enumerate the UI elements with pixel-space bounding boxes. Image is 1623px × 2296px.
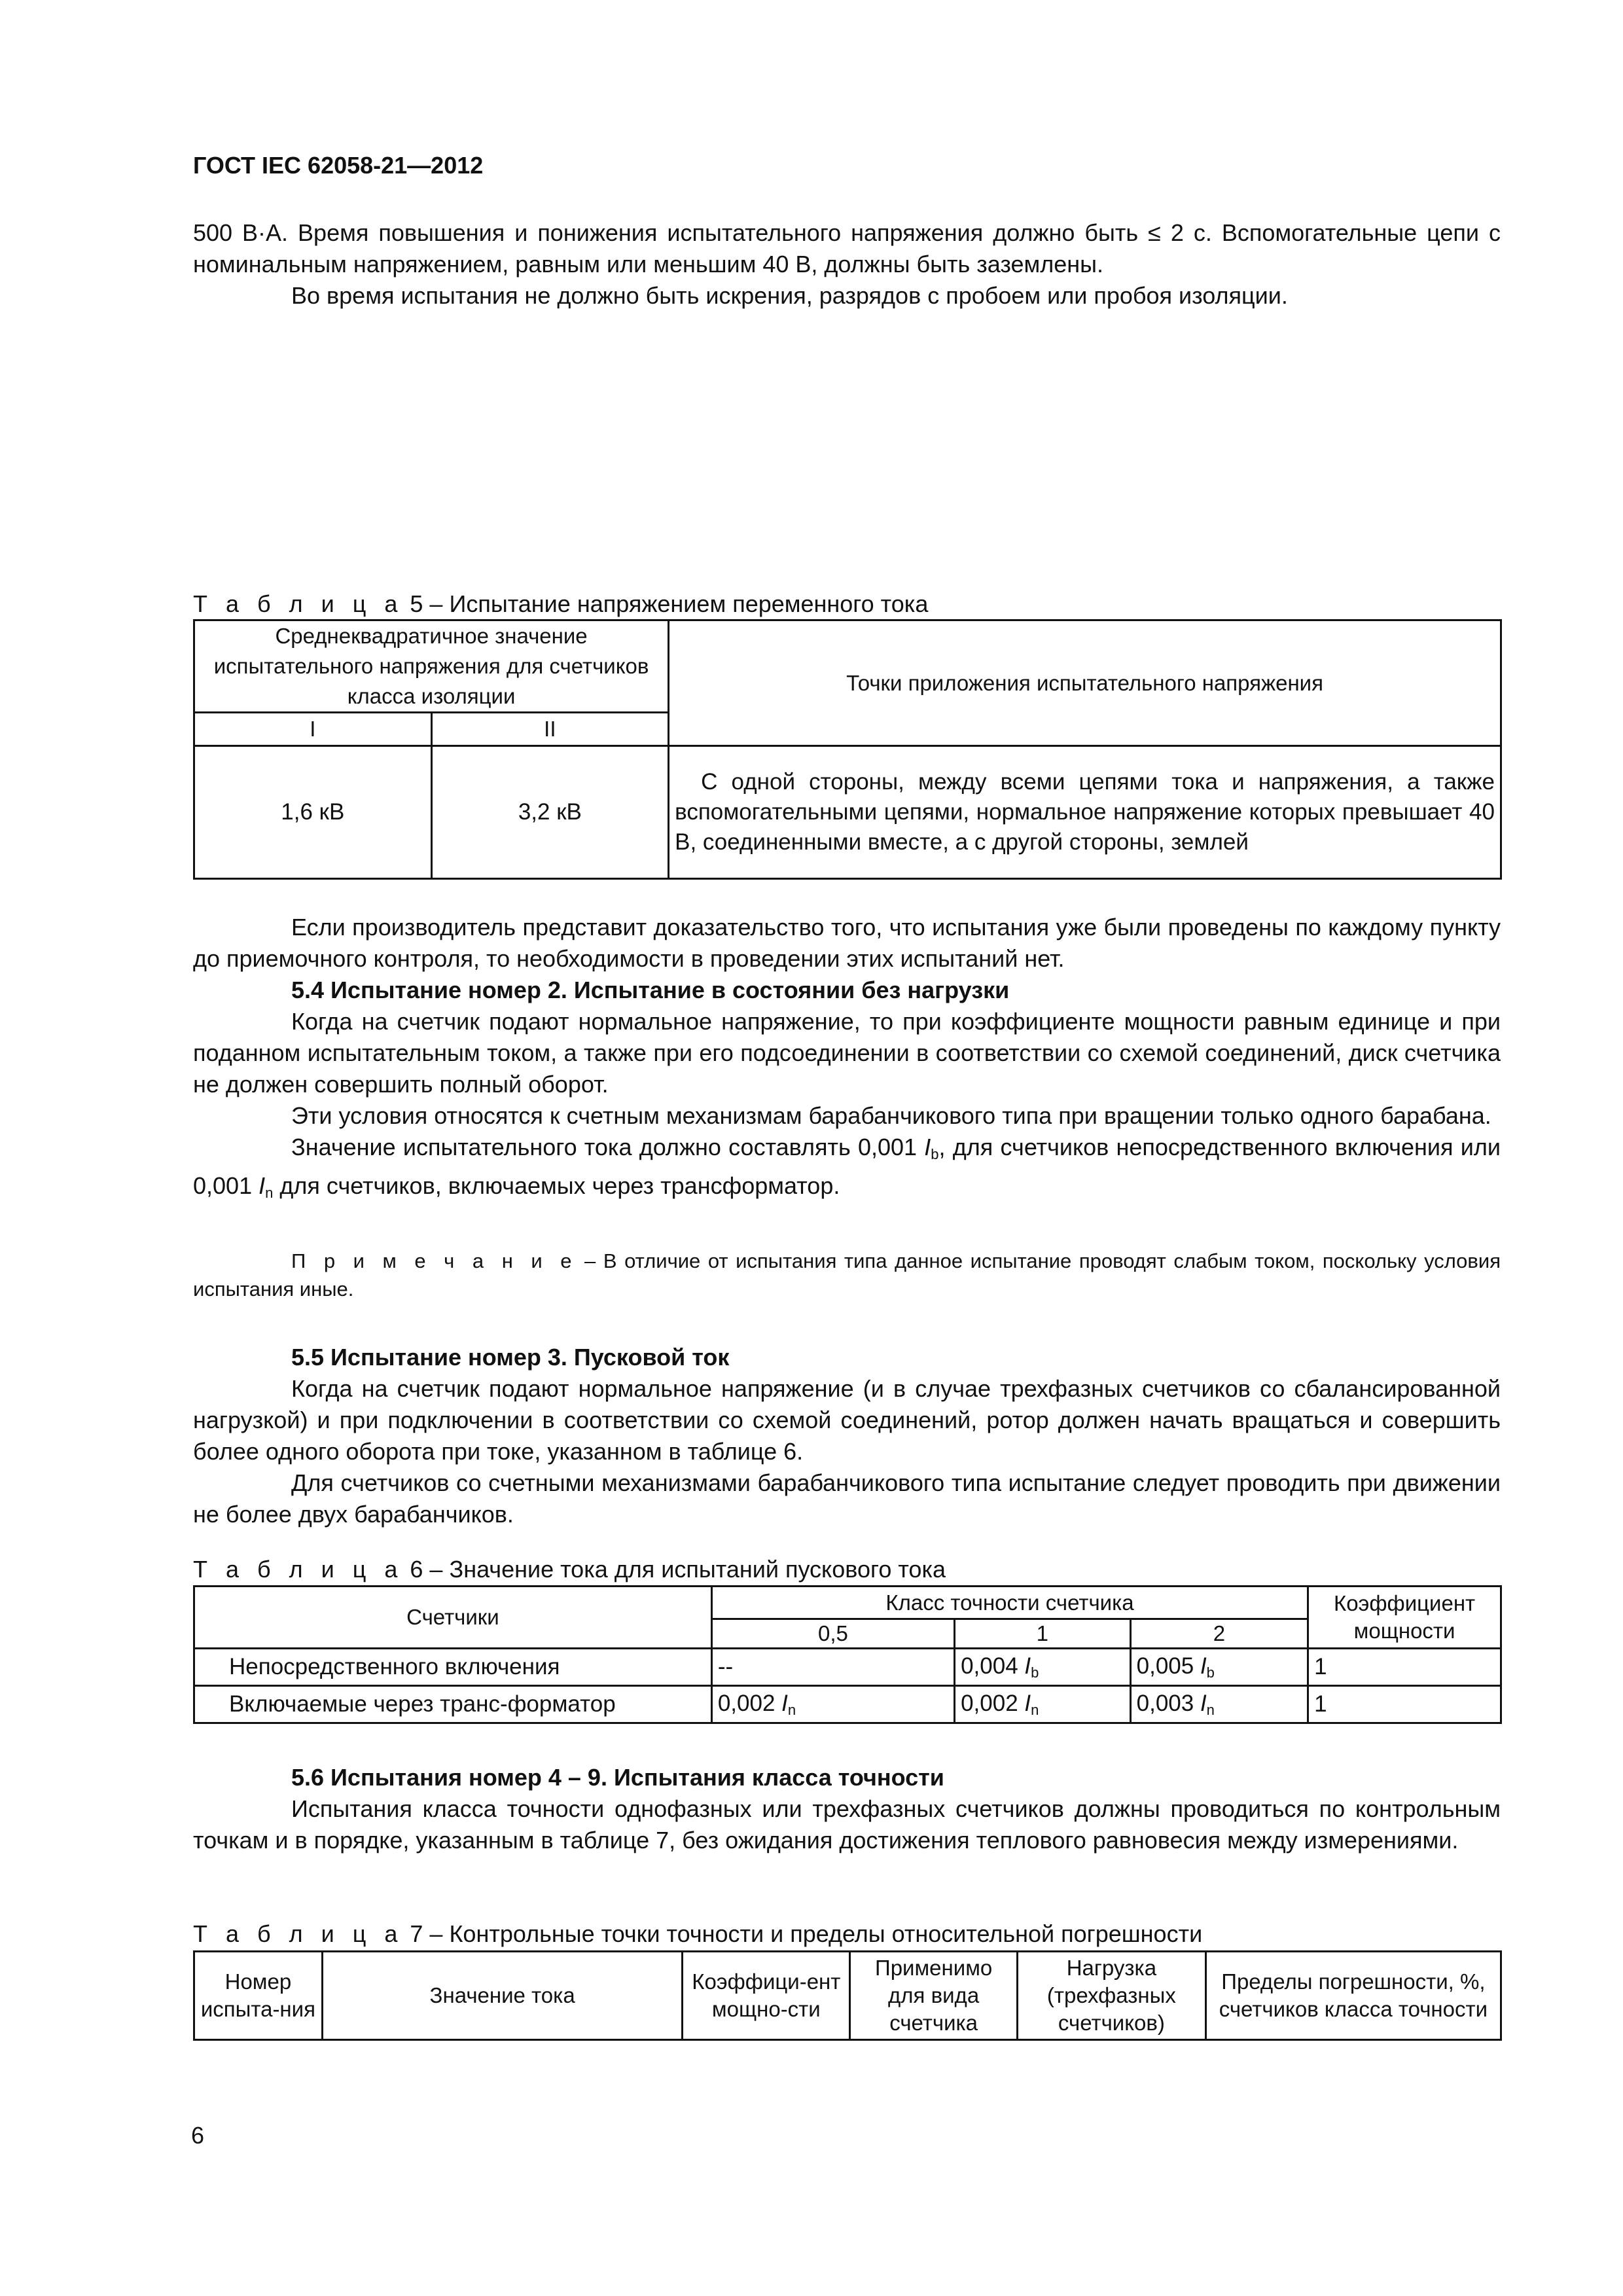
subscript: b (931, 1146, 939, 1162)
section-5-6 (193, 1762, 1501, 1856)
value: 0,004 (961, 1653, 1025, 1679)
table6-caption (193, 1556, 1501, 1583)
note-text: – В отличие от испытания типа данное испытание проводят слабым током, поскольку условия испытания иные. (193, 1249, 1501, 1300)
row-name: Непосредственного включения (194, 1649, 712, 1686)
text: Значение испытательного тока должно составлять 0,001 (291, 1134, 925, 1160)
table7-caption (193, 1921, 1501, 1947)
value: 0,003 (1136, 1690, 1200, 1716)
cell (955, 1686, 1131, 1723)
note-prefix: П р и м е ч а н и е (291, 1249, 577, 1272)
table6-header-class: Класс точности счетчика (711, 1587, 1308, 1619)
table7-header-meter-type: Применимо для вида счетчика (850, 1952, 1018, 2040)
paragraph: Для счетчиков со счетными механизмами барабанчикового типа испытание следует проводить при движении не более двух барабанчиков. (193, 1469, 1501, 1528)
value: 0,002 (961, 1690, 1025, 1716)
table6-header-meters: Счетчики (194, 1587, 712, 1649)
value: 0,002 (717, 1690, 782, 1716)
table6-class-0-5: 0,5 (711, 1619, 954, 1649)
table5-header-points: Точки приложения испытательного напряжения (669, 620, 1501, 746)
caption-text: 7 – Контрольные точки точности и пределы относительной погрешности (403, 1920, 1203, 1947)
section-heading-5-6: 5.6 Испытания номер 4 – 9. Испытания класса точности (291, 1764, 944, 1791)
cell: -- (711, 1649, 954, 1686)
section-5-5 (193, 1342, 1501, 1530)
subscript: n (265, 1185, 274, 1201)
table5-points-text: С одной стороны, между всеми цепями тока и напряжения, а также вспомогательными цепями, нормальное напряжение которых превышает 40 В, соединенными вместе, а с другой стороны, землей (669, 746, 1501, 879)
symbol: I (924, 1134, 931, 1160)
symbol: I (1200, 1690, 1207, 1716)
table5 (193, 619, 1502, 880)
table6 (193, 1585, 1502, 1724)
cell: 1 (1308, 1686, 1501, 1723)
paragraph: Испытания класса точности однофазных или трехфазных счетчиков должны проводиться по контрольным точкам и в порядке, указанным в таблице 7, без ожидания достижения теплового равновесия между измерениями. (193, 1795, 1501, 1854)
subscript: n (787, 1701, 796, 1718)
paragraph: Когда на счетчик подают нормальное напряжение (и в случае трехфазных счетчиков со сбалансированной нагрузкой) и при подключении в соответствии со схемой соединений, ротор должен начать вращаться и совершить более одного оборота при токе, указанном в таблице 6. (193, 1375, 1501, 1465)
paragraph: Эти условия относятся к счетным механизмам барабанчикового типа при вращении только одного барабана. (291, 1102, 1491, 1129)
text: для счетчиков, включаемых через трансформатор. (273, 1172, 840, 1199)
table7-header-power-factor: Коэффици-ент мощно-сти (683, 1952, 850, 2040)
table5-class-1: I (194, 713, 432, 746)
symbol: I (1024, 1690, 1031, 1716)
table5-caption (193, 591, 1501, 617)
body-section (193, 912, 1501, 1209)
cell (1130, 1686, 1308, 1723)
table5-header-voltage: Среднеквадратичное значение испытательного напряжения для счетчиков класса изоляции (194, 620, 669, 713)
note-block (193, 1247, 1501, 1303)
caption-prefix: Т а б л и ц а (193, 590, 404, 617)
row-name: Включаемые через транс-форматор (194, 1686, 712, 1723)
table6-class-2: 2 (1130, 1619, 1308, 1649)
symbol: I (781, 1690, 788, 1716)
value: 0,005 (1136, 1653, 1200, 1679)
caption-text: 5 – Испытание напряжением переменного тока (403, 590, 929, 617)
table6-class-1: 1 (955, 1619, 1131, 1649)
paragraph (193, 1132, 1501, 1209)
table-row (194, 1686, 1501, 1723)
caption-prefix: Т а б л и ц а (193, 1556, 404, 1583)
document-header: ГОСТ IEC 62058-21—2012 (193, 152, 484, 179)
symbol: I (259, 1172, 266, 1199)
cell (955, 1649, 1131, 1686)
table5-value-2: 3,2 кВ (431, 746, 669, 879)
intro-paragraph: Во время испытания не должно быть искрения, разрядов с пробоем или пробоя изоляции. (291, 282, 1288, 309)
text: , для счетчиков непосредственного включения или 0,001 (193, 1134, 1501, 1199)
subscript: n (1206, 1701, 1215, 1718)
table-row (194, 1649, 1501, 1686)
paragraph: Когда на счетчик подают нормальное напряжение, то при коэффициенте мощности равным единице и при поданном испытательным током, а также при его подсоединении в соответствии со схемой соединений, диск счетчика не должен совершить полный оборот. (193, 1008, 1501, 1098)
section-heading-5-5: 5.5 Испытание номер 3. Пусковой ток (291, 1344, 730, 1371)
cell (1130, 1649, 1308, 1686)
table7-header-error-limits: Пределы погрешности, %, счетчиков класса точности (1205, 1952, 1501, 2040)
subscript: b (1206, 1664, 1215, 1681)
intro-paragraph: 500 В·А. Время повышения и понижения испытательного напряжения должно быть ≤ 2 с. Вспомогательные цепи с номинальным напряжением, равным или меньшим 40 В, должны быть заземлены. (193, 219, 1501, 278)
table7-header-current: Значение тока (322, 1952, 683, 2040)
subscript: b (1031, 1664, 1039, 1681)
paragraph: Если производитель представит доказательство того, что испытания уже были проведены по каждому пункту до приемочного контроля, то необходимости в проведении этих испытаний нет. (193, 914, 1501, 972)
table7-header-load: Нагрузка (трехфазных счетчиков) (1018, 1952, 1206, 2040)
table7-header-test-number: Номер испыта-ния (194, 1952, 323, 2040)
subscript: n (1031, 1701, 1039, 1718)
symbol: I (1024, 1653, 1031, 1679)
symbol: I (1200, 1653, 1207, 1679)
table5-value-1: 1,6 кВ (194, 746, 432, 879)
table7 (193, 1950, 1502, 2041)
table6-header-power-factor: Коэффициент мощности (1308, 1587, 1501, 1649)
section-heading-5-4: 5.4 Испытание номер 2. Испытание в состоянии без нагрузки (291, 977, 1010, 1003)
cell: 1 (1308, 1649, 1501, 1686)
caption-text: 6 – Значение тока для испытаний пускового тока (403, 1556, 946, 1583)
intro-section (193, 217, 1501, 312)
caption-prefix: Т а б л и ц а (193, 1920, 404, 1947)
page-number: 6 (191, 2122, 205, 2149)
table5-class-2: II (431, 713, 669, 746)
cell (711, 1686, 954, 1723)
